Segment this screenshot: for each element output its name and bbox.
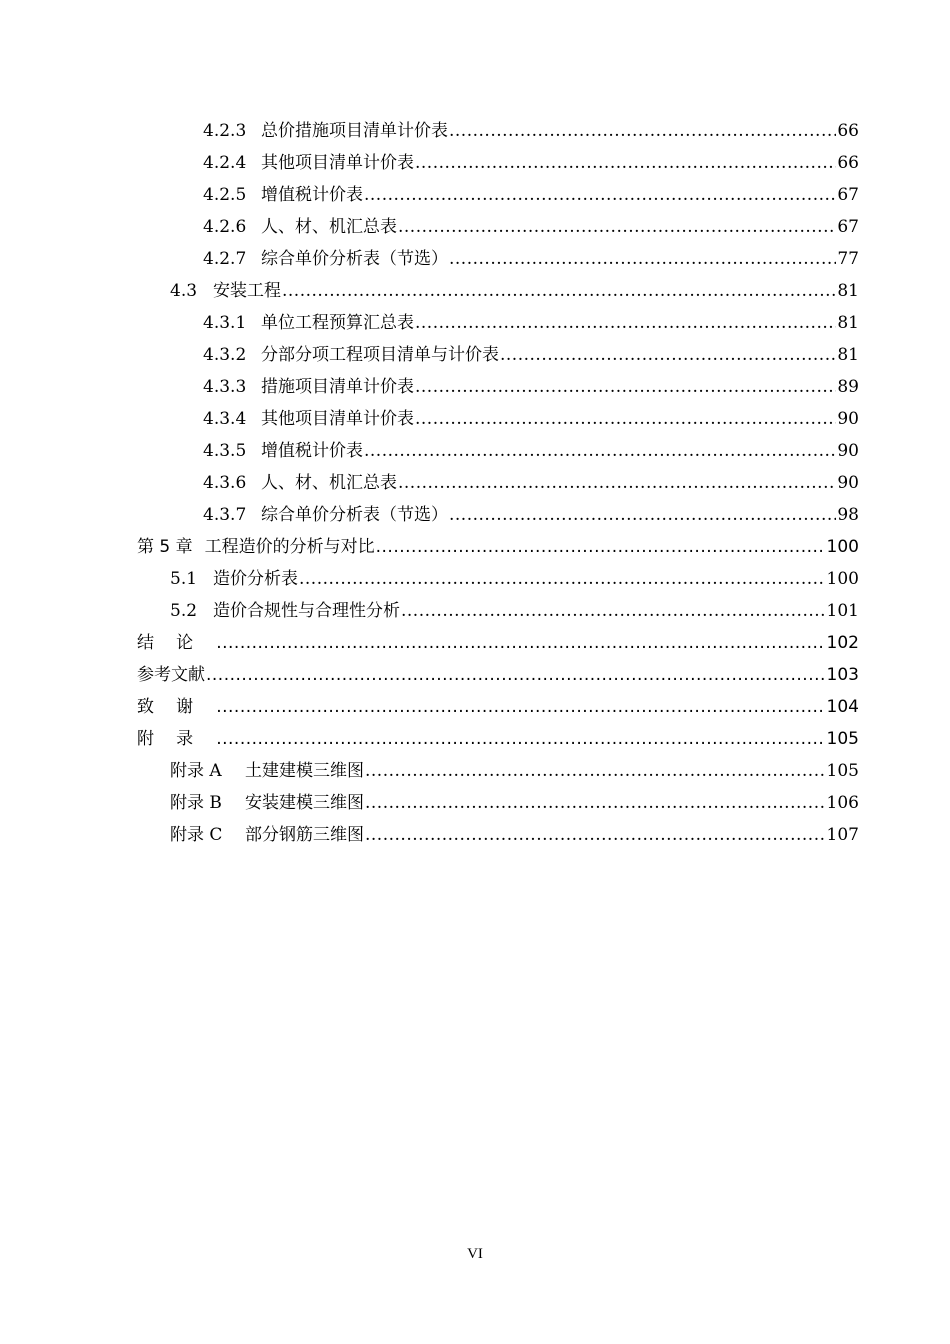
toc-entry-title: 增值税计价表	[261, 441, 363, 461]
toc-entry-title: 参考文献	[137, 665, 205, 685]
toc-entry[interactable]	[0, 371, 950, 403]
toc-entry-number: 第 5 章	[137, 537, 193, 557]
toc-entry-title: 人、材、机汇总表	[261, 473, 397, 493]
toc-entry-page: 81	[837, 281, 859, 301]
toc-entry-number: 4.3.4	[203, 409, 247, 429]
toc-entry-title: 其他项目清单计价表	[261, 409, 414, 429]
toc-entry-number: 5.2	[170, 601, 198, 621]
toc-entry-title: 土建建模三维图	[245, 761, 364, 781]
toc-entry-title: 人、材、机汇总表	[261, 217, 397, 237]
toc-entry-page: 101	[826, 601, 859, 621]
toc-entry[interactable]	[0, 787, 950, 819]
toc-entry-number: 附录 C	[170, 825, 223, 845]
toc-entry-number: 4.3	[170, 281, 198, 301]
toc-entry-page: 81	[837, 313, 859, 333]
toc-entry[interactable]	[0, 339, 950, 371]
toc-entry-title: 单位工程预算汇总表	[261, 313, 414, 333]
toc-entry-page: 67	[837, 217, 859, 237]
toc-entry-number: 附录 A	[170, 761, 222, 781]
toc-entry-page: 66	[837, 121, 859, 141]
dot-leader	[365, 787, 826, 819]
toc-entry-page: 89	[837, 377, 859, 397]
dot-leader	[376, 531, 826, 563]
dot-leader	[415, 307, 836, 339]
toc-entry-title: 安装工程	[213, 281, 281, 301]
toc-entry-page: 102	[826, 633, 859, 653]
toc-entry-page: 106	[826, 793, 859, 813]
toc-entry[interactable]	[0, 403, 950, 435]
toc-entry[interactable]	[0, 307, 950, 339]
page-number: VI	[467, 1246, 483, 1262]
toc-entry[interactable]	[0, 179, 950, 211]
toc-entry-page: 90	[837, 473, 859, 493]
toc-entry-number: 4.2.6	[203, 217, 247, 237]
toc-entry-page: 100	[826, 569, 859, 589]
toc-entry[interactable]	[0, 147, 950, 179]
toc-chapter-entry[interactable]	[0, 627, 950, 659]
toc-entry-page: 107	[826, 825, 859, 845]
toc-entry-page: 103	[826, 665, 859, 685]
toc-entry[interactable]	[0, 243, 950, 275]
dot-leader	[206, 659, 826, 691]
table-of-contents	[0, 115, 950, 851]
toc-entry[interactable]	[0, 755, 950, 787]
toc-entry-number: 4.2.4	[203, 153, 247, 173]
toc-entry[interactable]	[0, 275, 950, 307]
toc-entry-title: 分部分项工程项目清单与计价表	[261, 345, 499, 365]
dot-leader	[365, 819, 826, 851]
toc-entry-page: 81	[837, 345, 859, 365]
dot-leader	[364, 435, 836, 467]
toc-entry-number: 4.3.7	[203, 505, 247, 525]
toc-entry-page: 90	[837, 441, 859, 461]
toc-entry-number: 5.1	[170, 569, 198, 589]
toc-entry-number: 4.2.5	[203, 185, 247, 205]
dot-leader	[449, 115, 836, 147]
toc-entry[interactable]	[0, 819, 950, 851]
toc-entry[interactable]	[0, 467, 950, 499]
toc-entry-number: 4.2.3	[203, 121, 247, 141]
toc-entry-page: 98	[837, 505, 859, 525]
toc-entry[interactable]	[0, 595, 950, 627]
dot-leader	[216, 691, 825, 723]
toc-entry-title: 增值税计价表	[261, 185, 363, 205]
dot-leader	[398, 467, 836, 499]
toc-entry-page: 100	[826, 537, 859, 557]
toc-chapter-entry[interactable]	[0, 723, 950, 755]
toc-entry-number: 4.3.3	[203, 377, 247, 397]
toc-entry-page: 105	[826, 729, 859, 749]
toc-entry-number: 4.3.2	[203, 345, 247, 365]
toc-entry-number: 4.3.5	[203, 441, 247, 461]
toc-entry[interactable]	[0, 499, 950, 531]
dot-leader	[216, 723, 825, 755]
toc-entry[interactable]	[0, 211, 950, 243]
toc-entry-title: 结论	[137, 633, 216, 653]
dot-leader	[415, 403, 836, 435]
toc-entry-page: 104	[826, 697, 859, 717]
toc-entry-title: 附录	[137, 729, 216, 749]
dot-leader	[282, 275, 836, 307]
toc-entry-title: 总价措施项目清单计价表	[261, 121, 448, 141]
toc-entry-title: 造价合规性与合理性分析	[213, 601, 400, 621]
toc-entry-number: 4.3.1	[203, 313, 247, 333]
toc-entry-title: 致谢	[137, 697, 216, 717]
dot-leader	[449, 243, 836, 275]
dot-leader	[299, 563, 826, 595]
toc-entry-page: 77	[837, 249, 859, 269]
toc-entry-page: 67	[837, 185, 859, 205]
toc-entry-page: 66	[837, 153, 859, 173]
toc-entry-number: 4.2.7	[203, 249, 247, 269]
toc-entry-title: 综合单价分析表（节选）	[261, 249, 448, 269]
dot-leader	[216, 627, 825, 659]
dot-leader	[398, 211, 836, 243]
dot-leader	[500, 339, 836, 371]
dot-leader	[449, 499, 836, 531]
toc-entry[interactable]	[0, 115, 950, 147]
toc-entry-title: 综合单价分析表（节选）	[261, 505, 448, 525]
toc-entry[interactable]	[0, 563, 950, 595]
dot-leader	[365, 755, 826, 787]
toc-entry-title: 其他项目清单计价表	[261, 153, 414, 173]
toc-entry-title: 安装建模三维图	[245, 793, 364, 813]
toc-chapter-entry[interactable]	[0, 659, 950, 691]
dot-leader	[401, 595, 826, 627]
dot-leader	[415, 371, 836, 403]
toc-entry-title: 措施项目清单计价表	[261, 377, 414, 397]
toc-entry-title: 部分钢筋三维图	[245, 825, 364, 845]
toc-entry-page: 90	[837, 409, 859, 429]
toc-entry-title: 造价分析表	[213, 569, 298, 589]
toc-entry-number: 4.3.6	[203, 473, 247, 493]
toc-entry-number: 附录 B	[170, 793, 222, 813]
toc-chapter-entry[interactable]	[0, 691, 950, 723]
dot-leader	[364, 179, 836, 211]
dot-leader	[415, 147, 836, 179]
toc-entry-title: 工程造价的分析与对比	[204, 537, 375, 557]
toc-entry-page: 105	[826, 761, 859, 781]
toc-chapter-entry[interactable]	[0, 531, 950, 563]
toc-entry[interactable]	[0, 435, 950, 467]
